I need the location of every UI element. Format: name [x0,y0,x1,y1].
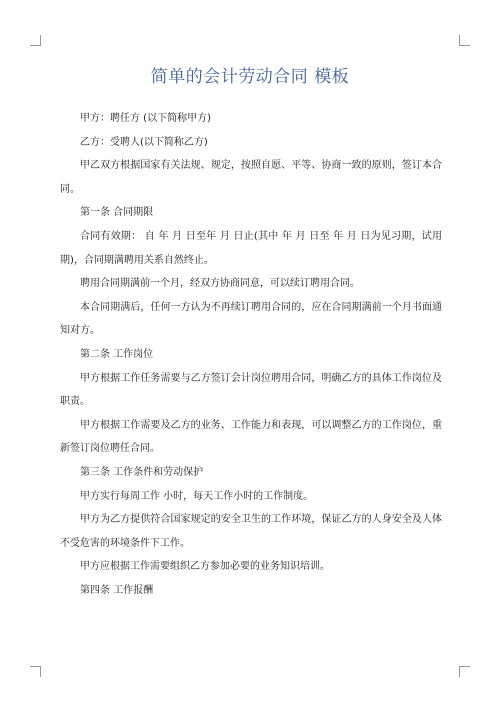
article-3-paragraph-2: 甲方为乙方提供符合国家规定的安全卫生的工作环境，保证乙方的人身安全及人体不受危害的环境条件下工作。 [60,514,442,549]
preamble-paragraph: 甲乙双方根据国家有关法规、规定，按照自愿、平等、协商一致的原则，签订本合同。 [60,160,442,195]
party-b-line: 乙方：受聘人(以下简称乙方) [80,136,208,148]
article-3-paragraph-1: 甲方实行每周工作 小时，每天工作小时的工作制度。 [80,490,314,502]
article-3-paragraph-3: 甲方应根据工作需要组织乙方参加必要的业务知识培训。 [80,561,330,573]
article-3-heading: 第三条 工作条件和劳动保护 [80,466,204,478]
corner-mark-bottom-left [30,666,41,677]
article-2-heading: 第二条 工作岗位 [80,348,154,360]
article-2-paragraph-2: 甲方根据工作需要及乙方的业务、工作能力和表现，可以调整乙方的工作岗位，重新签订岗位聘任合同。 [60,419,442,455]
article-4-heading: 第四条 工作报酬 [80,584,154,596]
corner-mark-bottom-right [459,666,470,677]
article-1-paragraph-3: 本合同期满后，任何一方认为不再续订聘用合同的，应在合同期满前一个月书面通知对方。 [60,301,442,337]
article-2-paragraph-1: 甲方根据工作任务需要与乙方签订会计岗位聘用合同，明确乙方的具体工作岗位及职责。 [60,372,442,408]
party-a-line: 甲方：聘任方 (以下简称甲方) [80,113,211,124]
corner-mark-top-right [459,35,470,46]
document-body [60,107,442,602]
corner-mark-top-left [30,35,41,46]
document-title: 简单的会计劳动合同 模板 [150,67,350,87]
article-1-paragraph-2: 聘用合同期满前一个月，经双方协商同意，可以续订聘用合同。 [80,278,360,290]
article-1-paragraph-1: 合同有效期： 自 年 月 日至年 月 日止(其中 年 月 日至 年 月 日为见习期，试用期)，合同期满聘用关系自然终止。 [60,230,442,266]
article-1-heading: 第一条 合同期限 [80,207,154,219]
